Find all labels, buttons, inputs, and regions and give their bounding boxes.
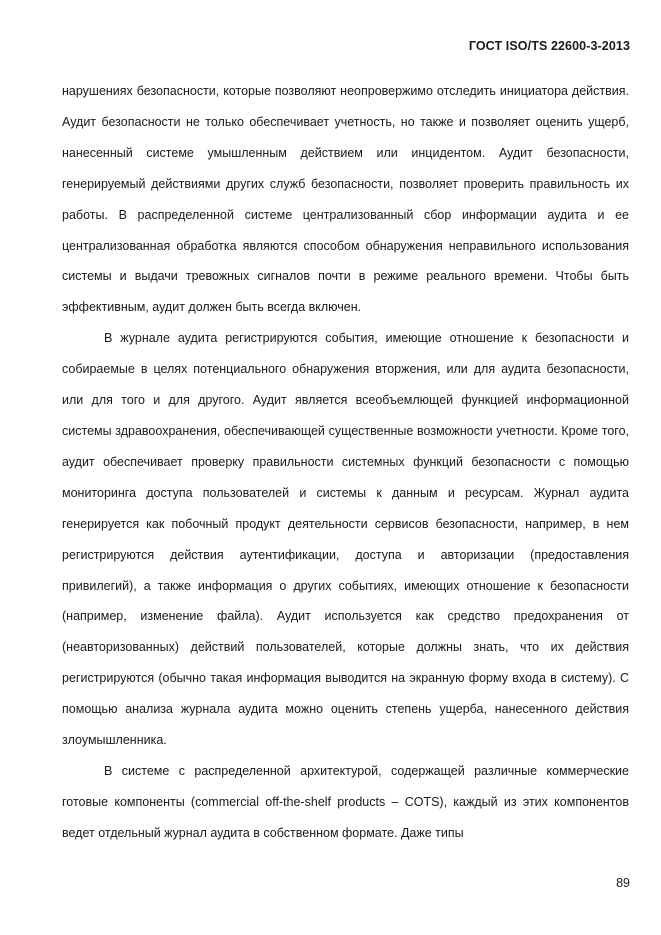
document-body (62, 76, 629, 849)
paragraph-audit-journal: В журнале аудита регистрируются события, имеющие отношение к безопасности и собираемые в целях потенциального обнаружения вторжения, или для аудита безопасности, или для того и для другого. Аудит является всеобъемлющей функцией информационной системы здравоохранения, обеспечивающей существенные возможности учетности. Кроме того, аудит обеспечивает проверку правильности системных функций безопасности с помощью мониторинга доступа пользователей и системы к данным и ресурсам. Журнал аудита генерируется как побочный продукт деятельности сервисов безопасности, например, в нем регистрируются действия аутентификации, доступа и авторизации (предоставления привилегий), а также информация о других событиях, имеющих отношение к безопасности (например, изменение файла). Аудит используется как средство предохранения от (неавторизованных) действий пользователей, которые должны знать, что их действия регистрируются (обычно такая информация выводится на экранную форму входа в систему). С помощью анализа журнала аудита можно оценить степень ущерба, нанесенного действия злоумышленника. (62, 331, 629, 748)
page-header-standard-code: ГОСТ ISO/TS 22600-3-2013 (468, 39, 630, 53)
paragraph-continuation: нарушениях безопасности, которые позволяют неопровержимо отследить инициатора действия. Аудит безопасности не только обеспечивает учетность, но также и позволяет оценить ущерб, нанесенный системе умышленным действием или инцидентом. Аудит безопасности, генерируемый действиями других служб безопасности, позволяет проверить правильность их работы. В распределенной системе централизованный сбор информации аудита и ее централизованная обработка являются способом обнаружения неправильного использования системы и выдачи тревожных сигналов почти в режиме реального времени. Чтобы быть эффективным, аудит должен быть всегда включен. (62, 84, 629, 315)
paragraph-distributed-system: В системе с распределенной архитектурой, содержащей различные коммерческие готовые компоненты (commercial off-the-shelf products – COTS), каждый из этих компонентов ведет отдельный журнал аудита в собственном формате. Даже типы (62, 763, 629, 840)
page-number: 89 (616, 876, 630, 890)
